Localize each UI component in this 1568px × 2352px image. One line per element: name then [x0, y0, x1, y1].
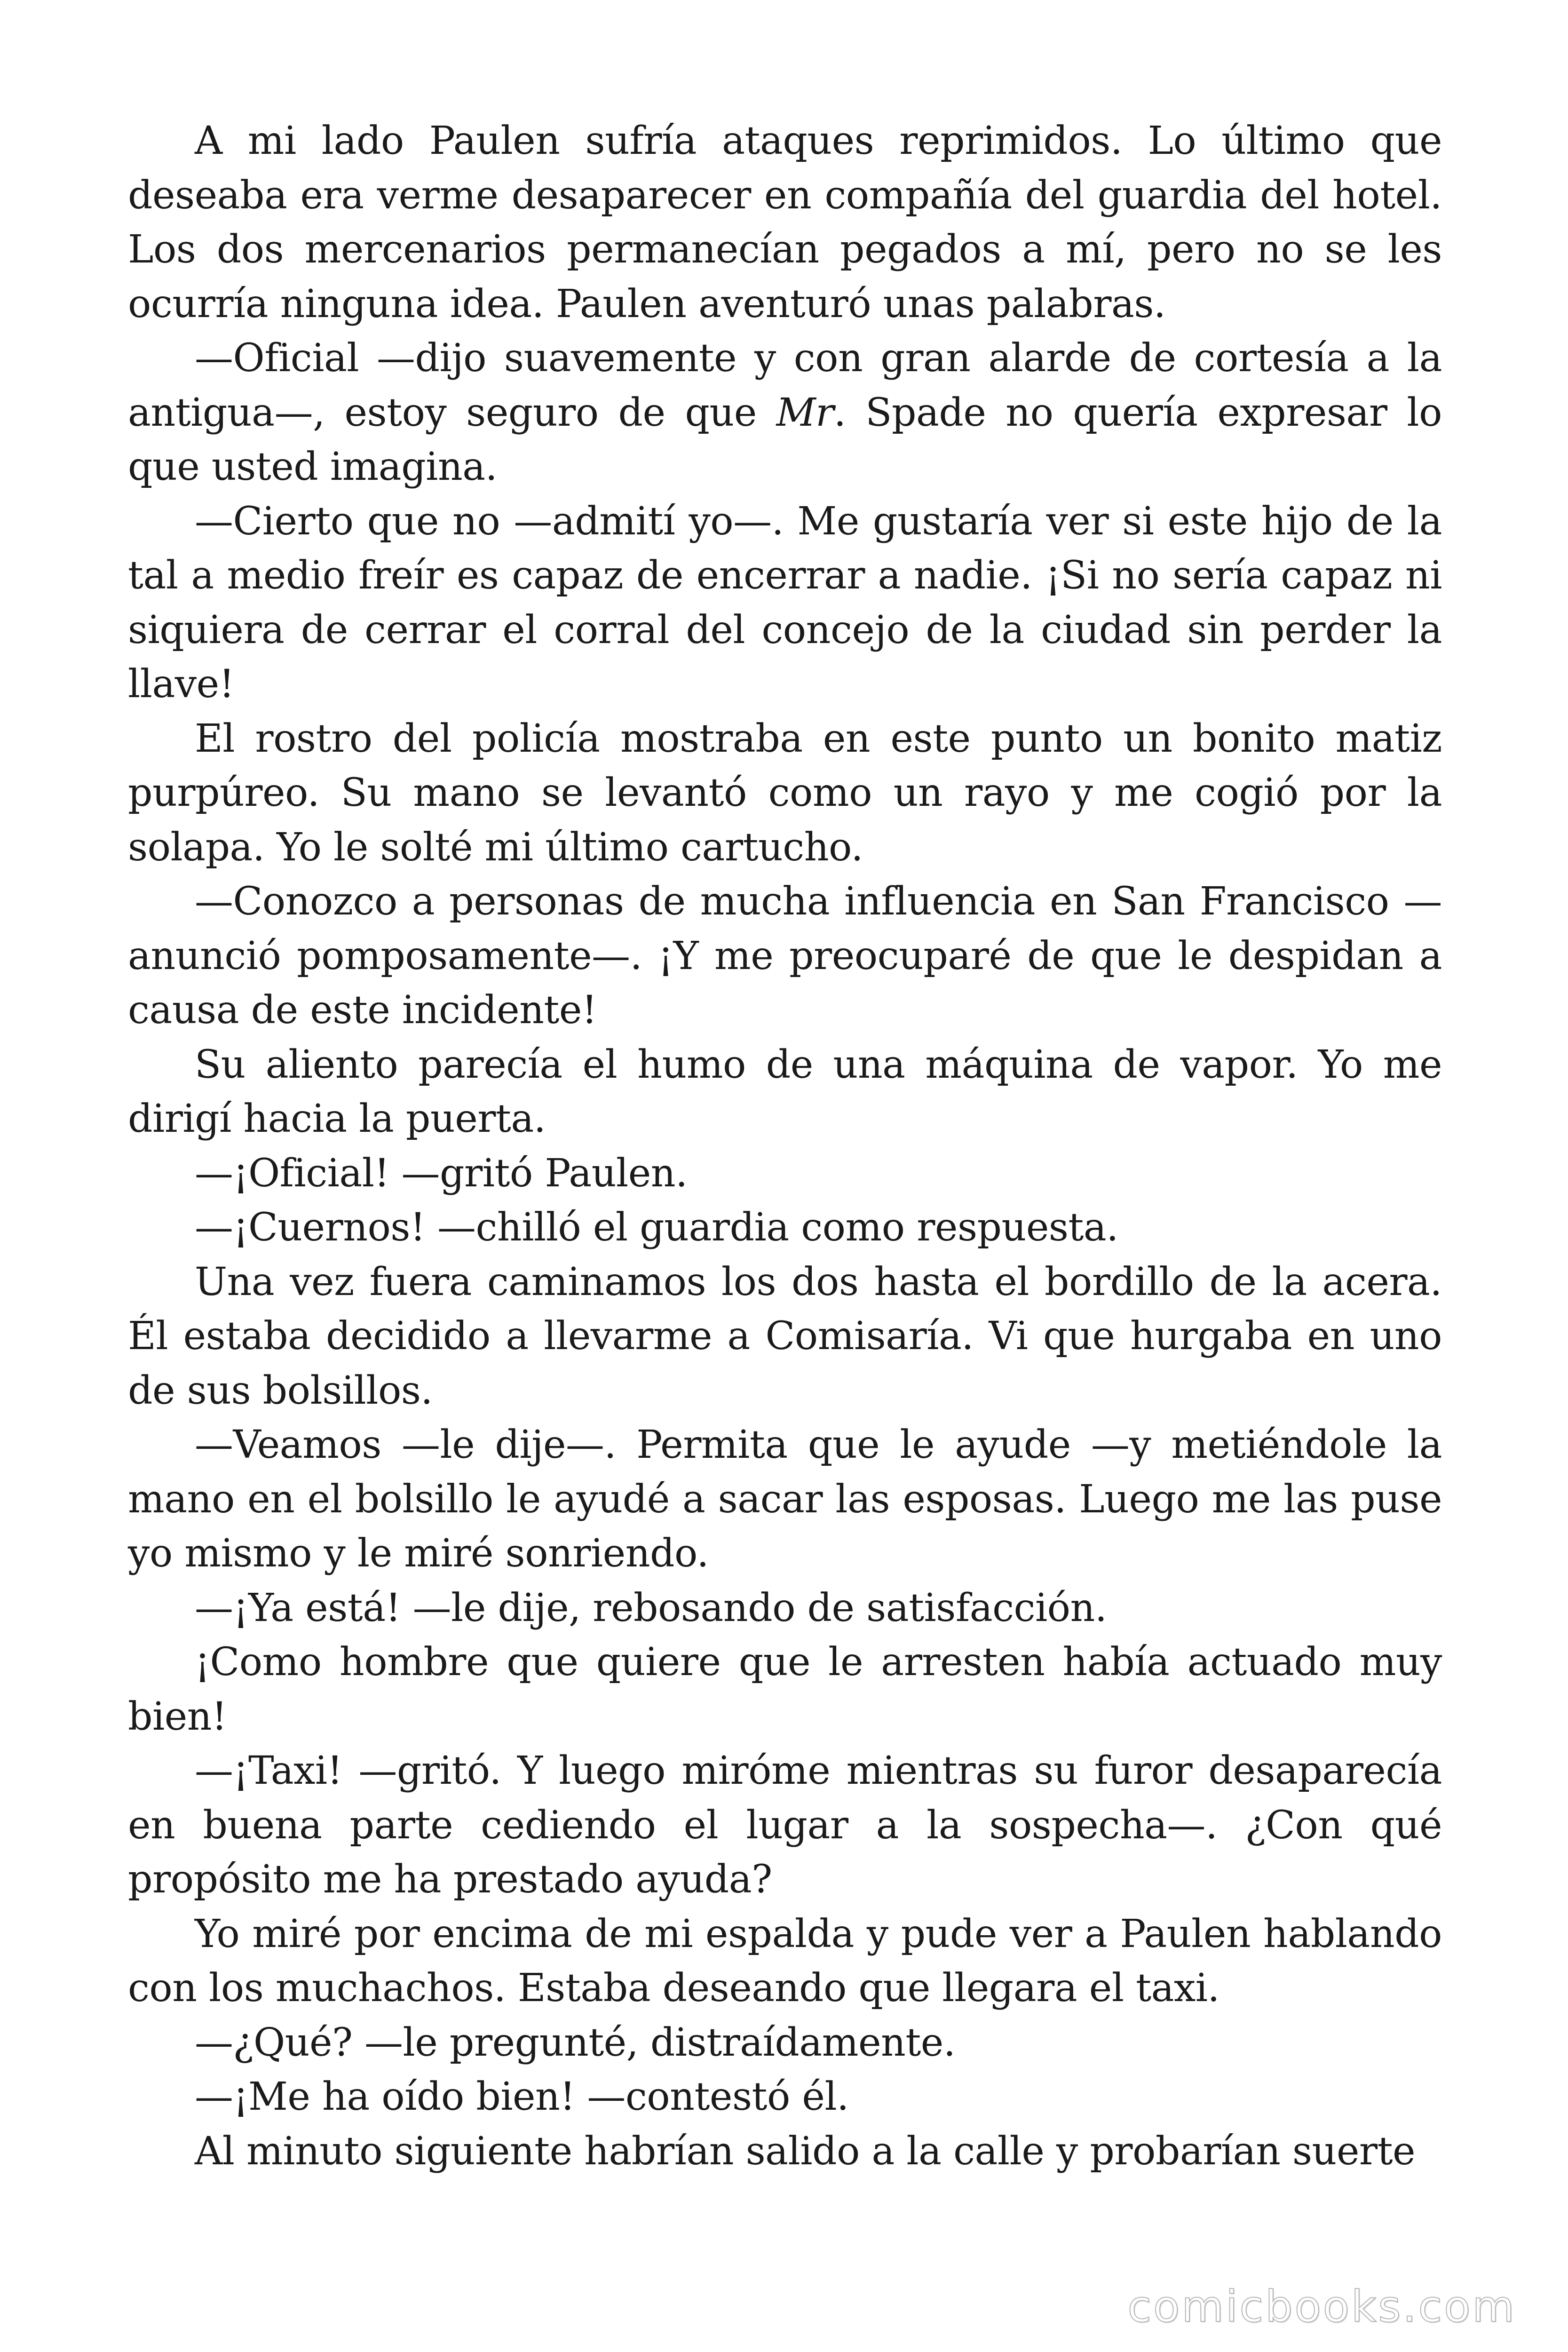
paragraph: —Cierto que no —admití yo—. Me gustaría ver si este hijo de la tal a medio freír es capaz de encerrar a nadie. ¡Si no sería capaz ni siquiera de cerrar el corral del concejo de la ciudad sin perder la llave! — [128, 499, 1442, 707]
paragraph: Yo miré por encima de mi espalda y pude ver a Paulen hablando con los muchachos. Estaba deseando que llegara el taxi. — [128, 1911, 1442, 2010]
paragraph: ¡Como hombre que quiere que le arresten había actuado muy bien! — [128, 1640, 1442, 1739]
book-page-text — [128, 114, 1442, 2178]
paragraph-text-start: —Oficial —dijo suavemente y con gran alarde de cortesía a la antigua—, estoy seguro de que — [128, 336, 1442, 435]
italic-text: Mr — [776, 390, 834, 435]
paragraph: Su aliento parecía el humo de una máquina de vapor. Yo me dirigí hacia la puerta. — [128, 1042, 1442, 1141]
paragraph: —Conozco a personas de mucha influencia en San Francisco —anunció pomposamente—. ¡Y me preocuparé de que le despidan a causa de este incidente! — [128, 879, 1442, 1033]
paragraph: —¡Cuernos! —chilló el guardia como respuesta. — [195, 1205, 1118, 1250]
paragraph-text-end: . Spade no quería expresar lo que usted imagina. — [128, 390, 1442, 489]
paragraph: A mi lado Paulen sufría ataques reprimidos. Lo último que deseaba era verme desaparecer en compañía del guardia del hotel. Los dos mercenarios permanecían pegados a mí, pero no se les ocurría ninguna idea. Paulen aventuró unas palabras. — [128, 119, 1442, 326]
paragraph: —¡Taxi! —gritó. Y luego miróme mientras su furor desaparecía en buena parte cediendo el lugar a la sospecha—. ¿Con qué propósito me ha prestado ayuda? — [128, 1748, 1442, 1902]
paragraph: —¡Oficial! —gritó Paulen. — [195, 1151, 688, 1196]
paragraph: —¿Qué? —le pregunté, distraídamente. — [195, 2020, 956, 2065]
paragraph: Al minuto siguiente habrían salido a la calle y probarían suerte — [195, 2129, 1416, 2174]
paragraph: —¡Ya está! —le dije, rebosando de satisfacción. — [195, 1585, 1107, 1630]
paragraph — [128, 331, 1442, 494]
paragraph: —Veamos —le dije—. Permita que le ayude —y metiéndole la mano en el bolsillo le ayudé a sacar las esposas. Luego me las puse yo mismo y le miré sonriendo. — [128, 1422, 1442, 1576]
paragraph: —¡Me ha oído bien! —contestó él. — [195, 2074, 849, 2119]
paragraph: Una vez fuera caminamos los dos hasta el bordillo de la acera. Él estaba decidido a llevarme a Comisaría. Vi que hurgaba en uno de sus bolsillos. — [128, 1259, 1442, 1413]
watermark: comicbooks.com — [1127, 2281, 1516, 2332]
paragraph: El rostro del policía mostraba en este punto un bonito matiz purpúreo. Su mano se levantó como un rayo y me cogió por la solapa. Yo le solté mi último cartucho. — [128, 716, 1442, 870]
